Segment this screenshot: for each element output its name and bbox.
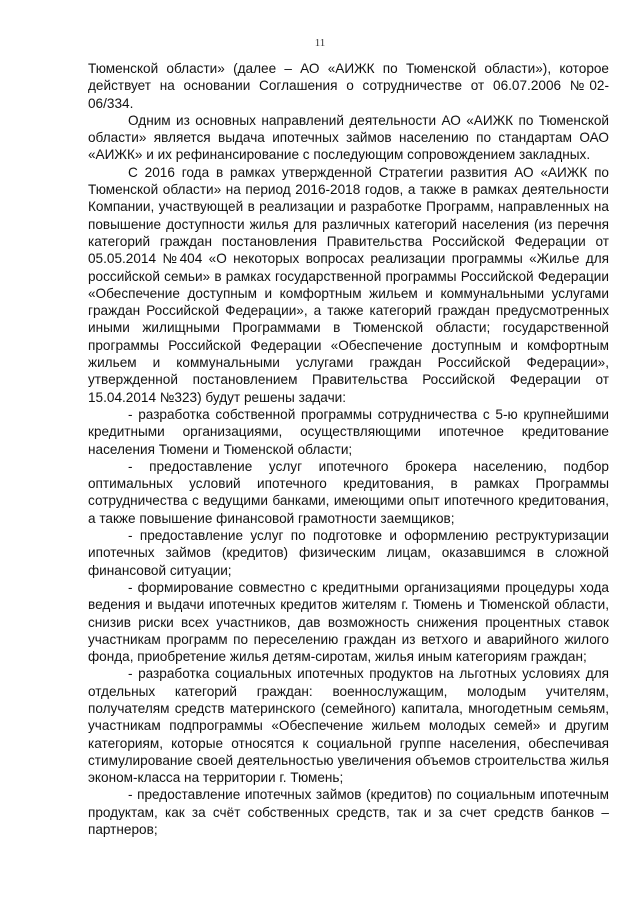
task-item: - разработка социальных ипотечных продуктов на льготных условиях для отдельных категорий граждан: военнослужащим, молодым учителям, получателям средств материнского (семейного) капитала, многодетным семьям, участникам подпрограммы «Обеспечение жильем молодых семей» и другим категориям, которые относятся к социальной группе населения, обеспечивая стимулирование своей деятельностью увеличения объемов строительства жилья эконом-класса на территории г. Тюмень;: [88, 666, 609, 786]
task-item: - разработка собственной программы сотрудничества с 5-ю крупнейшими кредитными организациями, осуществляющими ипотечное кредитование населения Тюмени и Тюменской области;: [88, 406, 609, 457]
document-body: [88, 60, 609, 838]
page-number: 11: [314, 37, 326, 49]
paragraph-main-directions: Одним из основных направлений деятельности АО «АИЖК по Тюменской области» является выдача ипотечных займов населению по стандартам ОАО «АИЖК» и их рефинансирование с последующим сопровождением закладных.: [88, 112, 609, 163]
task-item: - предоставление ипотечных займов (кредитов) по социальным ипотечным продуктам, как за счёт собственных средств, так и за счет средств банков – партнеров;: [88, 787, 609, 838]
paragraph-continuation: Тюменской области» (далее – АО «АИЖК по Тюменской области»), которое действует на основании Соглашения о сотрудничестве от 06.07.2006 №02-06/334.: [88, 61, 609, 111]
task-item: - формирование совместно с кредитными организациями процедуры хода ведения и выдачи ипотечных кредитов жителям г. Тюмень и Тюменской области, снизив риски всех участников, дав возможность снижения процентных ставок участникам программ по переселению граждан из ветхого и аварийного жилого фонда, приобретение жилья детям-сиротам, жилья иным категориям граждан;: [88, 579, 609, 665]
paragraph-strategy: С 2016 года в рамках утвержденной Стратегии развития АО «АИЖК по Тюменской области» на период 2016-2018 годов, а также в рамках деятельности Компании, участвующей в реализации и разработке Программ, направленных на повышение доступности жилья для различных категорий населения (из перечня категорий граждан постановления Правительства Российской Федерации от 05.05.2014 №404 «О некоторых вопросах реализации программы «Жилье для российской семьи» в рамках государственной программы Российской Федерации «Обеспечение доступным и комфортным жильем и коммунальными услугами граждан Российской Федерации», а также категорий граждан предусмотренных иными жилищными Программами в Тюменской области; государственной программы Российской Федерации «Обеспечение доступным и комфортным жильем и коммунальными услугами граждан Российской Федерации», утвержденной постановлением Правительства Российской Федерации от 15.04.2014 №323) будут решены задачи:: [88, 164, 609, 405]
task-item: - предоставление услуг по подготовке и оформлению реструктуризации ипотечных займов (кредитов) физическим лицам, оказавшимся в сложной финансовой ситуации;: [88, 528, 609, 578]
task-item: - предоставление услуг ипотечного брокера населению, подбор оптимальных условий ипотечного кредитования, в рамках Программы сотрудничества с ведущими банками, имеющими опыт ипотечного кредитования, а также повышение финансовой грамотности заемщиков;: [88, 458, 609, 526]
